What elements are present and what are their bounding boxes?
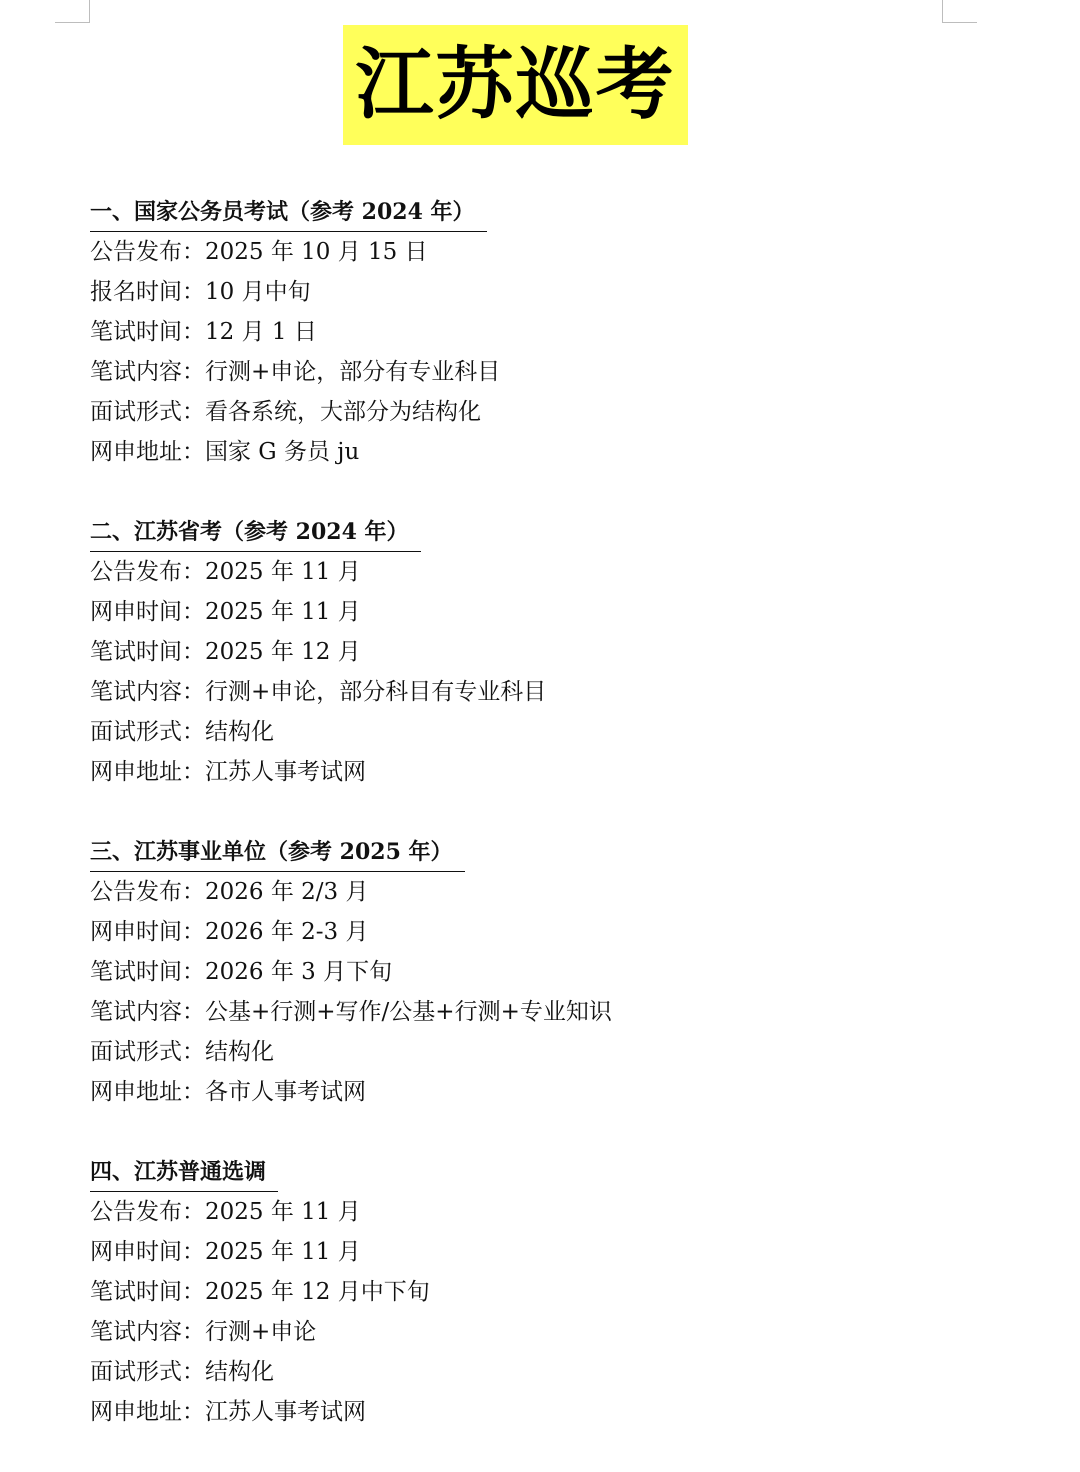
row-value: 看各系统，大部分为结构化	[205, 399, 481, 425]
row-value: 行测+申论，部分有专业科目	[205, 359, 501, 385]
row-label: 笔试时间	[90, 959, 182, 985]
row-separator: ：	[182, 759, 205, 785]
row-separator: ：	[182, 239, 205, 265]
section-heading: 三、江苏事业单位（参考 2025 年）	[90, 832, 465, 872]
row-value: 2026 年 2/3 月	[205, 879, 369, 905]
row-value: 12 月 1 日	[205, 319, 317, 345]
row-value: 行测+申论，部分科目有专业科目	[205, 679, 547, 705]
row-separator: ：	[182, 1359, 205, 1385]
info-row	[90, 992, 1030, 1032]
row-value: 2025 年 11 月	[205, 559, 361, 585]
info-row	[90, 432, 1030, 472]
row-value: 结构化	[205, 719, 274, 745]
section-national-civil-service	[90, 192, 1030, 472]
row-value: 2025 年 10 月 15 日	[205, 239, 428, 265]
row-separator: ：	[182, 999, 205, 1025]
row-value: 江苏人事考试网	[205, 759, 366, 785]
row-separator: ：	[182, 399, 205, 425]
row-label: 笔试内容	[90, 999, 182, 1025]
row-label: 网申时间	[90, 1239, 182, 1265]
row-label: 笔试时间	[90, 1279, 182, 1305]
row-label: 网申时间	[90, 919, 182, 945]
row-value: 国家 G 务员 ju	[205, 439, 360, 465]
row-separator: ：	[182, 279, 205, 305]
row-value: 2025 年 11 月	[205, 599, 361, 625]
info-row	[90, 592, 1030, 632]
info-row	[90, 1352, 1030, 1392]
info-row	[90, 1232, 1030, 1272]
row-separator: ：	[182, 1279, 205, 1305]
info-row	[90, 552, 1030, 592]
info-row	[90, 1192, 1030, 1232]
section-jiangsu-provincial-exam	[90, 512, 1030, 792]
row-value: 2025 年 11 月	[205, 1239, 361, 1265]
row-label: 笔试时间	[90, 319, 182, 345]
info-row	[90, 672, 1030, 712]
row-label: 网申地址	[90, 1399, 182, 1425]
row-label: 公告发布	[90, 239, 182, 265]
row-label: 公告发布	[90, 559, 182, 585]
row-value: 各市人事考试网	[205, 1079, 366, 1105]
row-label: 网申地址	[90, 759, 182, 785]
section-jiangsu-public-institution	[90, 832, 1030, 1112]
info-row	[90, 1072, 1030, 1112]
row-value: 公基+行测+写作/公基+行测+专业知识	[205, 999, 612, 1025]
info-row	[90, 352, 1030, 392]
row-separator: ：	[182, 599, 205, 625]
row-label: 报名时间	[90, 279, 182, 305]
section-jiangsu-selection	[90, 1152, 1030, 1432]
row-label: 面试形式	[90, 1359, 182, 1385]
section-heading: 一、国家公务员考试（参考 2024 年）	[90, 192, 487, 232]
info-row	[90, 232, 1030, 272]
row-label: 笔试内容	[90, 1319, 182, 1345]
row-separator: ：	[182, 1239, 205, 1265]
row-value: 2026 年 3 月下旬	[205, 959, 393, 985]
row-label: 面试形式	[90, 719, 182, 745]
row-label: 笔试内容	[90, 359, 182, 385]
row-value: 2025 年 12 月中下旬	[205, 1279, 430, 1305]
row-separator: ：	[182, 919, 205, 945]
row-separator: ：	[182, 679, 205, 705]
row-label: 公告发布	[90, 1199, 182, 1225]
row-value: 2025 年 12 月	[205, 639, 361, 665]
info-row	[90, 1312, 1030, 1352]
row-separator: ：	[182, 719, 205, 745]
row-separator: ：	[182, 959, 205, 985]
info-row	[90, 1392, 1030, 1432]
row-separator: ：	[182, 439, 205, 465]
row-label: 面试形式	[90, 1039, 182, 1065]
row-separator: ：	[182, 1039, 205, 1065]
row-value: 结构化	[205, 1359, 274, 1385]
row-label: 公告发布	[90, 879, 182, 905]
info-row	[90, 272, 1030, 312]
row-separator: ：	[182, 1199, 205, 1225]
row-label: 网申时间	[90, 599, 182, 625]
row-value: 江苏人事考试网	[205, 1399, 366, 1425]
crop-mark-top-left	[55, 0, 90, 23]
info-row	[90, 912, 1030, 952]
row-label: 笔试内容	[90, 679, 182, 705]
row-value: 2025 年 11 月	[205, 1199, 361, 1225]
info-row	[90, 872, 1030, 912]
info-row	[90, 1272, 1030, 1312]
row-separator: ：	[182, 319, 205, 345]
row-label: 网申地址	[90, 439, 182, 465]
row-value: 2026 年 2-3 月	[205, 919, 369, 945]
row-separator: ：	[182, 1399, 205, 1425]
row-separator: ：	[182, 879, 205, 905]
row-value: 10 月中旬	[205, 279, 311, 305]
row-label: 笔试时间	[90, 639, 182, 665]
row-label: 网申地址	[90, 1079, 182, 1105]
info-row	[90, 392, 1030, 432]
row-value: 结构化	[205, 1039, 274, 1065]
row-separator: ：	[182, 359, 205, 385]
info-row	[90, 1032, 1030, 1072]
row-separator: ：	[182, 559, 205, 585]
row-separator: ：	[182, 1079, 205, 1105]
info-row	[90, 952, 1030, 992]
page-title: 江苏巡考	[355, 40, 676, 130]
info-row	[90, 752, 1030, 792]
section-heading: 二、江苏省考（参考 2024 年）	[90, 512, 421, 552]
row-separator: ：	[182, 639, 205, 665]
row-label: 面试形式	[90, 399, 182, 425]
title-highlight	[343, 25, 688, 145]
section-heading: 四、江苏普通选调	[90, 1152, 278, 1192]
row-value: 行测+申论	[205, 1319, 317, 1345]
info-row	[90, 632, 1030, 672]
crop-mark-top-right	[942, 0, 977, 23]
info-row	[90, 312, 1030, 352]
row-separator: ：	[182, 1319, 205, 1345]
document-body	[90, 192, 1030, 1472]
info-row	[90, 712, 1030, 752]
